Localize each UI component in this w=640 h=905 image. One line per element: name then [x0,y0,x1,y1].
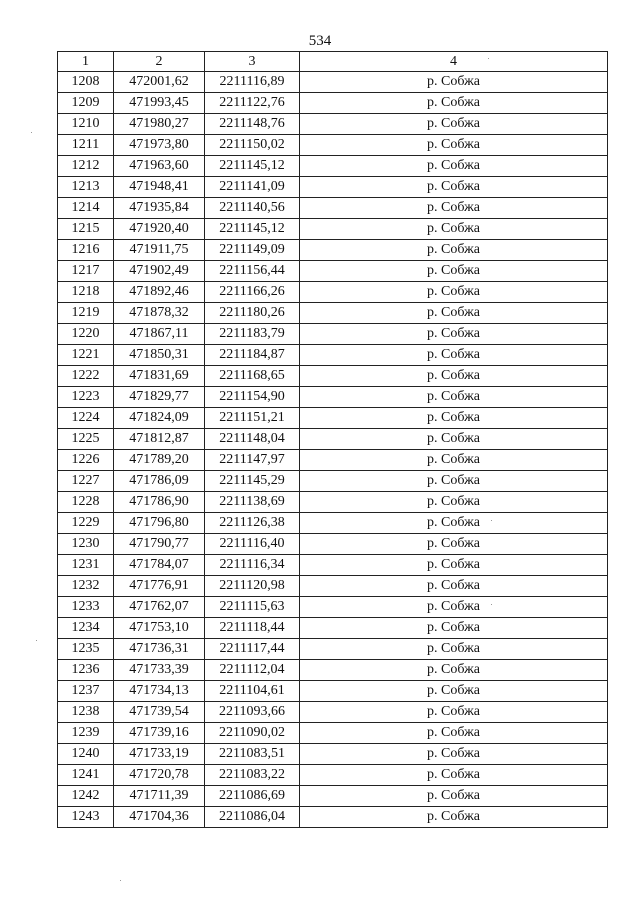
y-coordinate-cell: 2211150,02 [205,135,300,156]
y-coordinate-cell: 2211122,76 [205,93,300,114]
point-number-cell: 1241 [58,765,114,786]
column-header-description: 4 [300,52,608,72]
description-cell: р. Собжа [300,702,608,723]
x-coordinate-cell: 471776,91 [114,576,205,597]
y-coordinate-cell: 2211126,38 [205,513,300,534]
table-row [58,303,608,324]
table-row [58,114,608,135]
description-cell: р. Собжа [300,282,608,303]
x-coordinate-cell: 471786,90 [114,492,205,513]
x-coordinate-cell: 471711,39 [114,786,205,807]
point-number-cell: 1221 [58,345,114,366]
point-number-cell: 1214 [58,198,114,219]
x-coordinate-cell: 471850,31 [114,345,205,366]
table-row [58,471,608,492]
x-coordinate-cell: 471993,45 [114,93,205,114]
table-row [58,240,608,261]
description-cell: р. Собжа [300,807,608,828]
y-coordinate-cell: 2211145,12 [205,219,300,240]
description-cell: р. Собжа [300,723,608,744]
point-number-cell: 1235 [58,639,114,660]
description-cell: р. Собжа [300,324,608,345]
x-coordinate-cell: 471739,54 [114,702,205,723]
point-number-cell: 1220 [58,324,114,345]
table-row [58,576,608,597]
point-number-cell: 1211 [58,135,114,156]
x-coordinate-cell: 471902,49 [114,261,205,282]
point-number-cell: 1223 [58,387,114,408]
table-row [58,198,608,219]
point-number-cell: 1229 [58,513,114,534]
point-number-cell: 1208 [58,72,114,93]
description-cell: р. Собжа [300,744,608,765]
scan-speck [491,520,492,521]
table-row [58,366,608,387]
x-coordinate-cell: 472001,62 [114,72,205,93]
point-number-cell: 1228 [58,492,114,513]
table-row [58,492,608,513]
table-row [58,555,608,576]
x-coordinate-cell: 471762,07 [114,597,205,618]
y-coordinate-cell: 2211145,12 [205,156,300,177]
point-number-cell: 1217 [58,261,114,282]
y-coordinate-cell: 2211116,89 [205,72,300,93]
description-cell: р. Собжа [300,261,608,282]
x-coordinate-cell: 471796,80 [114,513,205,534]
description-cell: р. Собжа [300,492,608,513]
point-number-cell: 1218 [58,282,114,303]
point-number-cell: 1239 [58,723,114,744]
description-cell: р. Собжа [300,366,608,387]
table-row [58,177,608,198]
x-coordinate-cell: 471878,32 [114,303,205,324]
description-cell: р. Собжа [300,471,608,492]
point-number-cell: 1234 [58,618,114,639]
description-cell: р. Собжа [300,618,608,639]
description-cell: р. Собжа [300,93,608,114]
point-number-cell: 1212 [58,156,114,177]
point-number-cell: 1222 [58,366,114,387]
description-cell: р. Собжа [300,639,608,660]
y-coordinate-cell: 2211140,56 [205,198,300,219]
point-number-cell: 1213 [58,177,114,198]
table-row [58,450,608,471]
point-number-cell: 1227 [58,471,114,492]
x-coordinate-cell: 471973,80 [114,135,205,156]
point-number-cell: 1243 [58,807,114,828]
x-coordinate-cell: 471935,84 [114,198,205,219]
x-coordinate-cell: 471786,09 [114,471,205,492]
table-row [58,219,608,240]
table-row [58,513,608,534]
table-row [58,261,608,282]
x-coordinate-cell: 471720,78 [114,765,205,786]
x-coordinate-cell: 471867,11 [114,324,205,345]
point-number-cell: 1232 [58,576,114,597]
table-row [58,681,608,702]
scan-speck [488,58,489,59]
description-cell: р. Собжа [300,576,608,597]
table-row [58,723,608,744]
scan-speck [36,640,37,641]
y-coordinate-cell: 2211138,69 [205,492,300,513]
description-cell: р. Собжа [300,345,608,366]
y-coordinate-cell: 2211156,44 [205,261,300,282]
y-coordinate-cell: 2211086,04 [205,807,300,828]
y-coordinate-cell: 2211168,65 [205,366,300,387]
point-number-cell: 1209 [58,93,114,114]
table-row [58,429,608,450]
x-coordinate-cell: 471789,20 [114,450,205,471]
y-coordinate-cell: 2211090,02 [205,723,300,744]
point-number-cell: 1230 [58,534,114,555]
table-row [58,534,608,555]
x-coordinate-cell: 471733,19 [114,744,205,765]
x-coordinate-cell: 471790,77 [114,534,205,555]
table-row [58,387,608,408]
point-number-cell: 1238 [58,702,114,723]
y-coordinate-cell: 2211120,98 [205,576,300,597]
description-cell: р. Собжа [300,72,608,93]
description-cell: р. Собжа [300,513,608,534]
y-coordinate-cell: 2211117,44 [205,639,300,660]
description-cell: р. Собжа [300,177,608,198]
y-coordinate-cell: 2211118,44 [205,618,300,639]
description-cell: р. Собжа [300,681,608,702]
point-number-cell: 1210 [58,114,114,135]
y-coordinate-cell: 2211086,69 [205,786,300,807]
x-coordinate-cell: 471963,60 [114,156,205,177]
x-coordinate-cell: 471948,41 [114,177,205,198]
table-row [58,807,608,828]
x-coordinate-cell: 471824,09 [114,408,205,429]
table-row [58,618,608,639]
point-number-cell: 1242 [58,786,114,807]
table-row [58,744,608,765]
x-coordinate-cell: 471753,10 [114,618,205,639]
table-row [58,765,608,786]
y-coordinate-cell: 2211093,66 [205,702,300,723]
y-coordinate-cell: 2211112,04 [205,660,300,681]
point-number-cell: 1224 [58,408,114,429]
column-header-y-coordinate: 3 [205,52,300,72]
description-cell: р. Собжа [300,135,608,156]
x-coordinate-cell: 471911,75 [114,240,205,261]
table-row [58,93,608,114]
table-row [58,135,608,156]
x-coordinate-cell: 471829,77 [114,387,205,408]
x-coordinate-cell: 471831,69 [114,366,205,387]
x-coordinate-cell: 471736,31 [114,639,205,660]
y-coordinate-cell: 2211083,22 [205,765,300,786]
y-coordinate-cell: 2211116,40 [205,534,300,555]
y-coordinate-cell: 2211183,79 [205,324,300,345]
point-number-cell: 1225 [58,429,114,450]
y-coordinate-cell: 2211148,76 [205,114,300,135]
description-cell: р. Собжа [300,555,608,576]
x-coordinate-cell: 471733,39 [114,660,205,681]
y-coordinate-cell: 2211145,29 [205,471,300,492]
table-row [58,702,608,723]
y-coordinate-cell: 2211148,04 [205,429,300,450]
description-cell: р. Собжа [300,114,608,135]
description-cell: р. Собжа [300,429,608,450]
x-coordinate-cell: 471784,07 [114,555,205,576]
y-coordinate-cell: 2211166,26 [205,282,300,303]
description-cell: р. Собжа [300,240,608,261]
x-coordinate-cell: 471704,36 [114,807,205,828]
x-coordinate-cell: 471739,16 [114,723,205,744]
table-row [58,408,608,429]
scan-speck [31,132,32,133]
table-row [58,72,608,93]
table-header [58,52,608,72]
y-coordinate-cell: 2211083,51 [205,744,300,765]
description-cell: р. Собжа [300,765,608,786]
description-cell: р. Собжа [300,660,608,681]
column-header-point-number: 1 [58,52,114,72]
description-cell: р. Собжа [300,198,608,219]
x-coordinate-cell: 471920,40 [114,219,205,240]
y-coordinate-cell: 2211116,34 [205,555,300,576]
x-coordinate-cell: 471892,46 [114,282,205,303]
description-cell: р. Собжа [300,534,608,555]
header-row [58,52,608,72]
table-row [58,639,608,660]
coordinates-table [57,51,608,828]
y-coordinate-cell: 2211154,90 [205,387,300,408]
point-number-cell: 1215 [58,219,114,240]
page-number: 534 [308,33,332,49]
x-coordinate-cell: 471980,27 [114,114,205,135]
point-number-cell: 1233 [58,597,114,618]
point-number-cell: 1237 [58,681,114,702]
point-number-cell: 1231 [58,555,114,576]
table-body [58,72,608,828]
y-coordinate-cell: 2211141,09 [205,177,300,198]
y-coordinate-cell: 2211151,21 [205,408,300,429]
description-cell: р. Собжа [300,387,608,408]
y-coordinate-cell: 2211149,09 [205,240,300,261]
y-coordinate-cell: 2211184,87 [205,345,300,366]
table-row [58,282,608,303]
point-number-cell: 1216 [58,240,114,261]
point-number-cell: 1219 [58,303,114,324]
description-cell: р. Собжа [300,597,608,618]
table-row [58,156,608,177]
y-coordinate-cell: 2211180,26 [205,303,300,324]
y-coordinate-cell: 2211147,97 [205,450,300,471]
y-coordinate-cell: 2211115,63 [205,597,300,618]
point-number-cell: 1226 [58,450,114,471]
point-number-cell: 1236 [58,660,114,681]
table-row [58,660,608,681]
table-row [58,786,608,807]
x-coordinate-cell: 471812,87 [114,429,205,450]
column-header-x-coordinate: 2 [114,52,205,72]
description-cell: р. Собжа [300,408,608,429]
point-number-cell: 1240 [58,744,114,765]
y-coordinate-cell: 2211104,61 [205,681,300,702]
description-cell: р. Собжа [300,786,608,807]
description-cell: р. Собжа [300,450,608,471]
description-cell: р. Собжа [300,303,608,324]
description-cell: р. Собжа [300,156,608,177]
table-row [58,597,608,618]
x-coordinate-cell: 471734,13 [114,681,205,702]
scan-speck [120,880,121,881]
description-cell: р. Собжа [300,219,608,240]
table-row [58,324,608,345]
table-row [58,345,608,366]
scan-speck [491,604,492,605]
